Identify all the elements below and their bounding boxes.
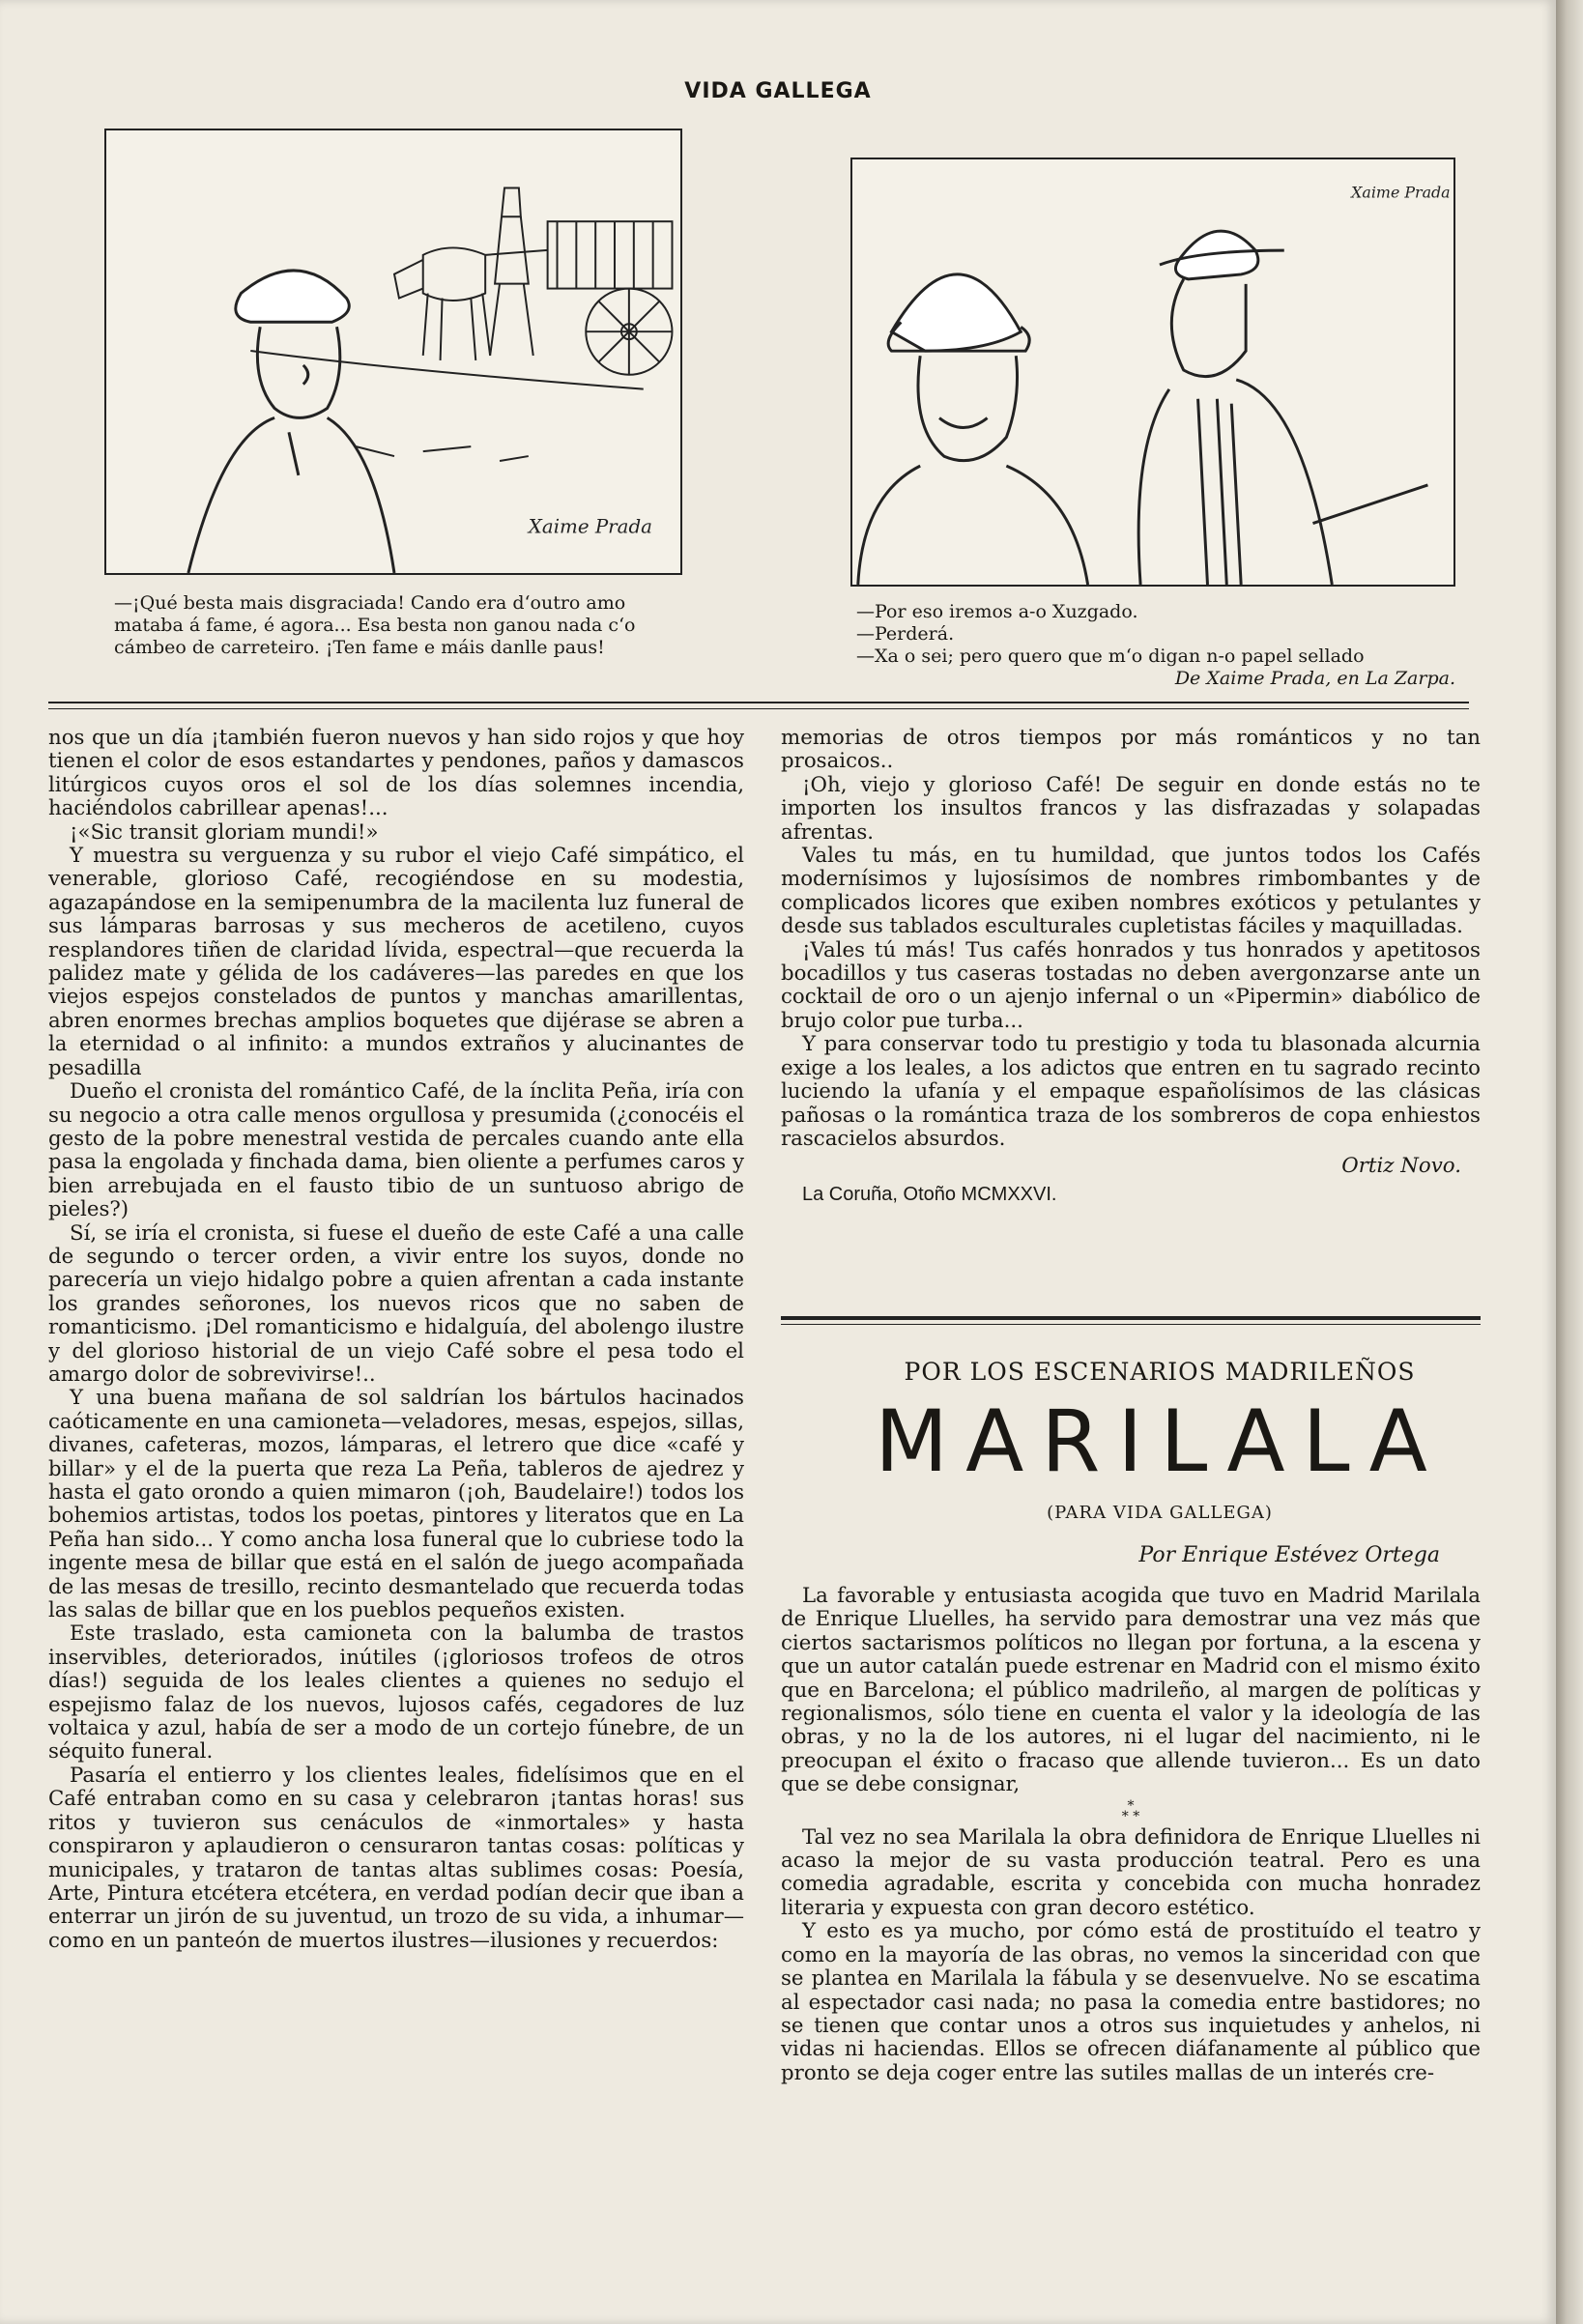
cafe-right-paragraph-4: ¡Vales tú más! Tus cafés honrados y tus honrados y apetitosos bocadillos y tus caseras tostadas no deben avergonzarse ante un cocktail de oro o un ajenjo infernal o un «Pipermin» diabólico de brujo color pue turba... — [781, 937, 1481, 1033]
marilala-paragraph-2: Tal vez no sea Marilala la obra definidora de Enrique Lluelles ni acaso la mejor de su vasta producción teatral. Pero es una comedia agradable, escrita y concebida con mucha honradez literaria y expuesta con gran decoro estético. — [781, 1824, 1481, 1920]
article-cafe-left-column — [48, 727, 744, 1953]
marilala-paragraph-1: La favorable y entusiasta acogida que tuvo en Madrid Marilala de Enrique Lluelles, ha servido para demostrar una vez más que ciertos sactarismos políticos no llegan por fortuna, a la escena y que un autor catalán puede estrenar en Madrid con el mismo éxito que en Barcelona; el público madrileño, al margen de políticas y regionalismos, sólo tiene en cuenta el valor y la ideología de las obras, y no la de los autores, ni el lugar del nacimiento, ni le preocupan el éxito o fracaso que allende tuvieron... Es un dato que se debe consignar, — [781, 1584, 1481, 1797]
cafe-right-paragraph-3: Vales tu más, en tu humildad, que juntos todos los Cafés modernísimos y lujosísimos de nombres rimbombantes y de complicados licores que exiben nombres exóticos y petulantes y desde sus tablados esculturales cupletistas fáciles y maquilladas. — [781, 844, 1481, 939]
cartoon-right — [850, 158, 1455, 587]
cartoon-left-drawing — [106, 130, 680, 573]
section-rule-thin — [781, 1324, 1481, 1325]
cafe-right-paragraph-5: Y para conservar todo tu prestigio y toda tu blasonada alcurnia exige a los leales, a los adictos que entren en tu sagrado recinto luciendo la ufanía y el empaque españolísimos de las clásicas pañosas o la romántica traza de los sombreros de copa enhiestos rascacielos absurdos. — [781, 1032, 1481, 1151]
marilala-body — [781, 1585, 1481, 2085]
cafe-paragraph-8: Pasaría el entierro y los clientes leales, fidelísimos que en el Café entraban como en su casa y celebraron ¡tantas horas! sus ritos y tuvieron sus cenáculos de «inmortales» y hasta conspiraron y aplaudieron o censuraron tantas cosas: políticas y municipales, y trataron de tantas altas sublimes cosas: Poesía, Arte, Pintura etcétera etcétera, en verdad podían decir que iban a enterrar un jirón de su juventud, un trozo de su vida, a inhumar—como en un panteón de muertos ilustres—ilusiones y recuerdos: — [48, 1763, 744, 1953]
cafe-author: Ortiz Novo. — [1341, 1154, 1461, 1179]
cafe-right-paragraph-2: ¡Oh, viejo y glorioso Café! De seguir en donde estás no te importen los insultos francos y las disfrazadas y solapadas afrentas. — [781, 772, 1481, 845]
cartoon-right-line-2: —Perderá. — [856, 623, 955, 645]
cafe-paragraph-3: Y muestra su verguenza y su rubor el viejo Café simpático, el venerable, glorioso Café, recogiéndose en su modestia, agazapándose en la semipenumbra de la macilenta luz funeral de sus lámparas barrosas y sus mecheros de acetileno, cuyos resplandores tiñen de claridad lívida, espectral—que recuerda la palidez mate y gélida de los cadáveres—las paredes en que los viejos espejos constelados de puntos y manchas amarillentas, abren enormes brechas amplios boquetes que dijérase se abren a la eternidad o al infinito: a mundos extraños y alucinantes de pesadilla — [48, 844, 744, 1080]
article-cafe-right-column — [781, 727, 1481, 1206]
cartoon-right-source: De Xaime Prada, en La Zarpa. — [1174, 668, 1455, 689]
top-rule-thin — [48, 708, 1469, 709]
top-rule — [48, 702, 1469, 703]
cartoon-left-caption — [114, 592, 694, 659]
page-header: VIDA GALLEGA — [684, 79, 872, 103]
marilala-subtitle: (PARA VIDA GALLEGA) — [1047, 1503, 1273, 1523]
cafe-right-paragraph-1: memorias de otros tiempos por más románticos y no tan prosaicos.. — [781, 726, 1481, 774]
cafe-paragraph-4: Dueño el cronista del romántico Café, de la ínclita Peña, iría con su negocio a otra calle menos orgullosa y presumida (¿conocéis el gesto de la pobre menestral vestida de percales cuando ante ella pasa la engolada y finchada dama, bien oliente a perfumes caros y bien arrebujada en el fausto tibio de un suntuoso abrigo de pieles?) — [48, 1079, 744, 1222]
cafe-place-date: La Coruña, Otoño MCMXXVI. — [802, 1183, 1057, 1205]
cafe-paragraph-7: Este traslado, esta camioneta con la balumba de trastos inservibles, deteriorados, inútiles (¡gloriosos trofeos de otros días!) seguida de los leales clientes a quienes no sedujo el espejismo falaz de los nuevos, lujosos cafés, cegadores de luz voltaica y azul, había de ser a modo de un cortejo fúnebre, de un séquito funeral. — [48, 1621, 744, 1765]
cafe-paragraph-6: Y una buena mañana de sol saldrían los bártulos hacinados caóticamente en una camioneta—veladores, mesas, espejos, sillas, divanes, cafeteras, mozos, lámparas, el letrero que dice «café y billar» y el de la puerta que reza La Peña, tableros de ajedrez y hasta el gato orondo a quien mimaron (¡oh, Baudelaire!) todos los bohemios artistas, todos los poetas, pintores y literatos que en La Peña han sido... Y como ancha losa funeral que lo cubriese todo la ingente mesa de billar que está en el salón de juego acompañada de las mesas de tresillo, recinto desmantelado que recuerda todas las salas de billar que en los pueblos pequeños existen. — [48, 1386, 744, 1623]
cafe-paragraph-5: Sí, se iría el cronista, si fuese el dueño de este Café a una calle de segundo o tercer orden, a vivir entre los suyos, donde no parecería un viejo hidalgo pobre a quien afrentan a cada instante los grandes señorones, los nuevos ricos que no saben de romanticismo. ¡Del romanticismo e hidalguía, del abolengo ilustre y del glorioso historial de un viejo Café sobre el pesa todo el amargo dolor de sobrevivirse!.. — [48, 1220, 744, 1387]
marilala-paragraph-3: Y esto es ya mucho, por cómo está de prostituído el teatro y como en la mayoría de las obras, no vemos la sinceridad con que se plantea en Marilala la fábula y se desenvuelve. No se escatima al espectador casi nada; no pasa la comedia entre bastidores; no se tienen que contar unos a otros sus inquietudes y anhelos, ni vidas ni haciendas. Ellos se ofrecen diáfanamente al público que pronto se deja coger entre las sutiles mallas de un interés cre- — [781, 1919, 1481, 2085]
marilala-kicker: POR LOS ESCENARIOS MADRILEÑOS — [904, 1358, 1416, 1386]
marilala-title: MARILALA — [875, 1392, 1445, 1491]
page-edge — [1556, 0, 1583, 2324]
cafe-paragraph-1: nos que un día ¡también fueron nuevos y han sido rojos y que hoy tienen el color de esos estandartes y pendones, paños y damascos litúrgicos cuyos oros el sol de los días solemnes incendia, haciéndolos cabrillear apenas!... — [48, 726, 744, 821]
cartoon-left-signature: Xaime Prada — [528, 515, 652, 538]
marilala-separator: * * * — [1121, 1797, 1140, 1824]
cartoon-right-caption — [856, 601, 1455, 690]
cartoon-right-line-1: —Por eso iremos a-o Xuzgado. — [856, 601, 1138, 622]
cartoon-right-drawing — [852, 159, 1453, 585]
cartoon-right-signature: Xaime Prada — [1351, 183, 1451, 202]
section-rule — [781, 1316, 1481, 1320]
marilala-byline: Por Enrique Estévez Ortega — [1138, 1543, 1440, 1567]
cartoon-right-line-3: —Xa o sei; pero quero que m‘o digan n-o papel sellado — [856, 646, 1365, 667]
cafe-paragraph-2: ¡«Sic transit gloriam mundi!» — [70, 819, 379, 845]
cartoon-left-caption-text: —¡Qué besta mais disgraciada! Cando era d‘outro amo mataba á fame, é agora... Esa besta non ganou nada c‘o cámbeo de carreteiro. ¡Ten fame e máis danlle paus! — [114, 592, 636, 658]
cartoon-left — [104, 129, 682, 575]
